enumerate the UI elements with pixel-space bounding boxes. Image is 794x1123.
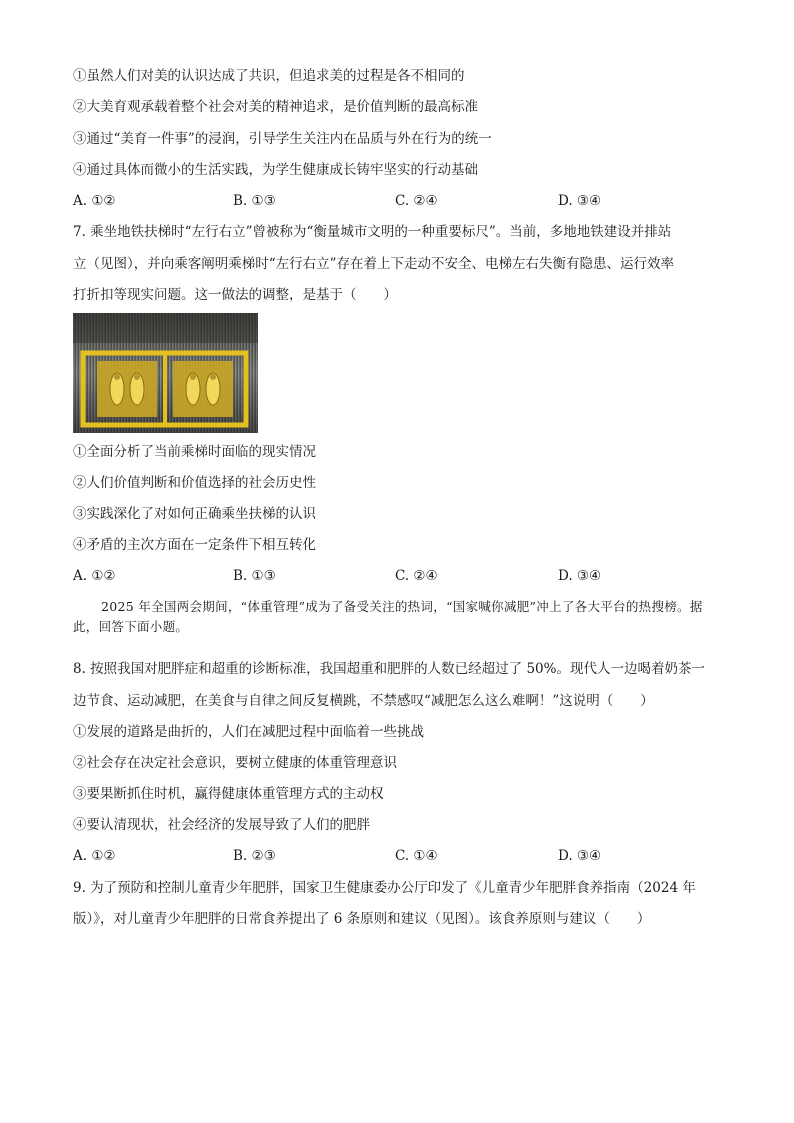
q6-option-2: ②大美育观承载着整个社会对美的精神追求，是价值判断的最高标准 xyxy=(73,99,478,115)
q6-choice-c: C. ②④ xyxy=(395,193,438,209)
q7-stem-line-2: 立（见图），并向乘客阐明乘梯时“左行右立”存在着上下走动不安全、电梯左右失衡有隐患、运行效率 xyxy=(73,256,675,272)
q7-choice-c: C. ②④ xyxy=(395,568,438,584)
q6-choice-a: A. ①② xyxy=(73,193,116,209)
q7-option-4: ④矛盾的主次方面在一定条件下相互转化 xyxy=(73,537,316,553)
q7-option-3: ③实践深化了对如何正确乘坐扶梯的认识 xyxy=(73,506,316,522)
q8-option-1: ①发展的道路是曲折的，人们在减肥过程中面临着一些挑战 xyxy=(73,724,424,740)
q7-choice-a: A. ①② xyxy=(73,568,116,584)
q7-option-2: ②人们价值判断和价值选择的社会历史性 xyxy=(73,475,316,491)
q8-choice-b: B. ②③ xyxy=(233,848,276,864)
q8-choice-c: C. ①④ xyxy=(395,848,438,864)
q6-option-1: ①虽然人们对美的认识达成了共识，但追求美的过程是各不相同的 xyxy=(73,68,465,84)
q8-choice-d: D. ③④ xyxy=(558,848,602,864)
q9-stem-line-2: 版）》，对儿童青少年肥胖的日常食养提出了 6 条原则和建议（见图）。该食养原则与建议（ ） xyxy=(73,911,651,927)
q8-choice-a: A. ①② xyxy=(73,848,116,864)
q6-choice-d: D. ③④ xyxy=(558,193,602,209)
q6-option-4: ④通过具体而微小的生活实践，为学生健康成长铸牢坚实的行动基础 xyxy=(73,162,478,178)
q7-stem-line-1: 7. 乘坐地铁扶梯时“左行右立”曾被称为“衡量城市文明的一种重要标尺”。当前，多地地铁建设并排站 xyxy=(73,224,672,240)
q9-stem-line-1: 9. 为了预防和控制儿童青少年肥胖，国家卫生健康委办公厅印发了《儿童青少年肥胖食养指南（2024 年 xyxy=(73,880,696,896)
q7-choice-d: D. ③④ xyxy=(558,568,602,584)
q8-option-4: ④要认清现状，社会经济的发展导致了人们的肥胖 xyxy=(73,817,370,833)
q7-option-1: ①全面分析了当前乘梯时面临的现实情况 xyxy=(73,444,316,460)
q7-stem-line-3: 打折扣等现实问题。这一做法的调整，是基于（ ） xyxy=(73,287,397,303)
reading-material: 2025 年全国两会期间，“体重管理”成为了备受关注的热词，“国家喊你减肥”冲上了各大平台的热搜榜。据此，回答下面小题。 xyxy=(73,599,703,634)
escalator-footprints-photo xyxy=(73,313,258,433)
q8-option-3: ③要果断抓住时机，赢得健康体重管理方式的主动权 xyxy=(73,786,384,802)
q6-option-3: ③通过“美育一件事”的浸润，引导学生关注内在品质与外在行为的统一 xyxy=(73,131,492,147)
q6-choice-b: B. ①③ xyxy=(233,193,276,209)
q8-option-2: ②社会存在决定社会意识，要树立健康的体重管理意识 xyxy=(73,755,397,771)
q8-stem-line-2: 边节食、运动减肥，在美食与自律之间反复横跳，不禁感叹“减肥怎么这么难啊！”这说明（ ） xyxy=(73,693,654,709)
q7-choice-b: B. ①③ xyxy=(233,568,276,584)
q8-stem-line-1: 8. 按照我国对肥胖症和超重的诊断标准，我国超重和肥胖的人数已经超过了 50%。现代人一边喝着奶茶一 xyxy=(73,661,705,677)
